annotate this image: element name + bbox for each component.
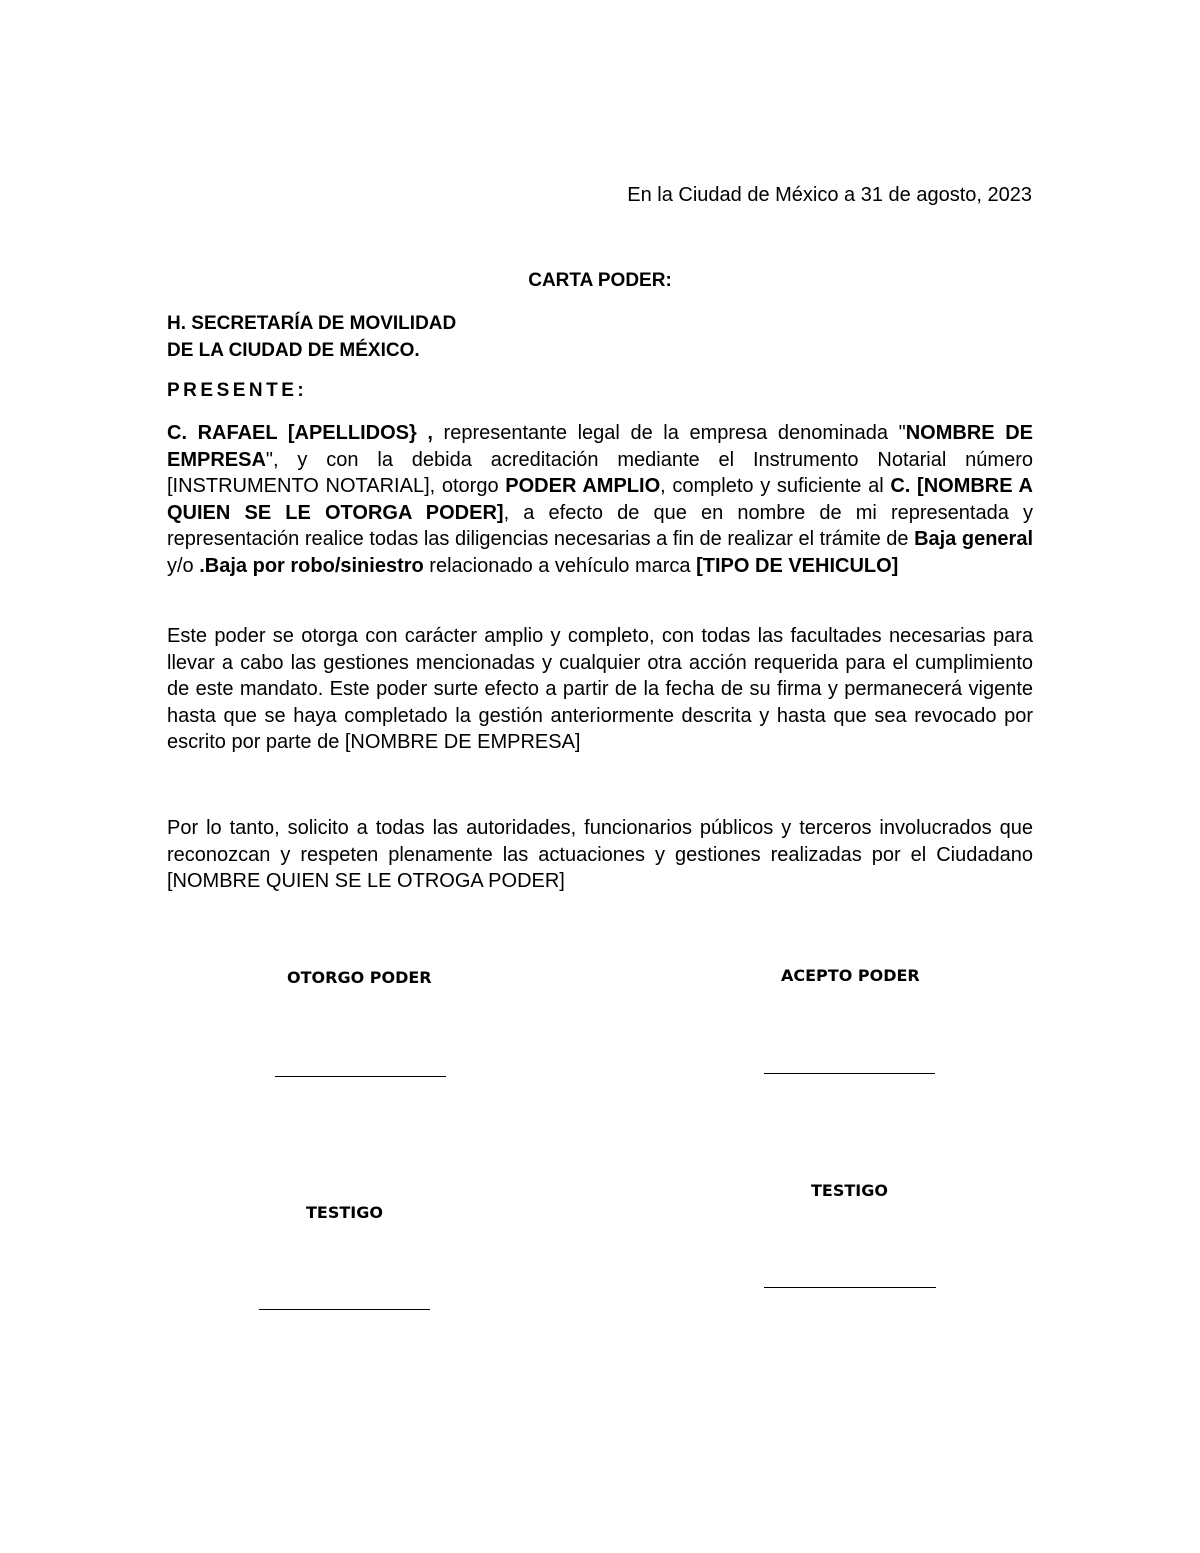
- grantor-signature-label: OTORGO PODER: [287, 968, 432, 987]
- vehicle-type: [TIPO DE VEHICULO]: [696, 554, 899, 577]
- company-name: NOMBRE DE EMPRESA: [167, 422, 1034, 471]
- grantor-name: C. RAFAEL [APELLIDOS} ,: [167, 422, 433, 444]
- grantor-signature-line: [275, 1076, 446, 1077]
- procedure-2: .Baja por robo/siniestro: [199, 554, 424, 577]
- witness2-signature-label: TESTIGO: [811, 1181, 888, 1200]
- paragraph-grant-of-power: [167, 420, 1033, 580]
- power-type: PODER AMPLIO: [505, 475, 661, 498]
- paragraph1-text-6: relacionado a vehículo marca: [423, 554, 697, 577]
- addressee-block: [167, 310, 456, 364]
- paragraph1-text-2: ", y con la debida acreditación mediante el Instrumento Notarial número [INSTRUMENTO NOTARIAL], otorgo: [167, 448, 1033, 498]
- paragraph1-text-1: representante legal de la empresa denominada ": [432, 422, 906, 444]
- paragraph-scope: Este poder se otorga con carácter amplio y completo, con todas las facultades necesarias para llevar a cabo las gestiones mencionadas y cualquier otra acción requerida para el cumplimiento de este mandato. Este poder surte efecto a partir de la fecha de su firma y permanecerá vigente hasta que se haya completado la gestión anteriormente descrita y hasta que sea revocado por escrito por parte de [NOMBRE DE EMPRESA]: [167, 625, 1033, 754]
- grantee-signature-line: [764, 1073, 935, 1074]
- witness1-signature-line: [259, 1309, 430, 1310]
- document-title: CARTA PODER:: [528, 270, 672, 291]
- paragraph-request: Por lo tanto, solicito a todas las autoridades, funcionarios públicos y terceros involucrados que reconozcan y respeten plenamente las actuaciones y gestiones realizadas por el Ciudadano [NOMBRE QUIEN SE LE OTROGA PODER]: [167, 817, 1033, 893]
- date-line: En la Ciudad de México a 31 de agosto, 2023: [627, 184, 1032, 206]
- addressee-line-1: H. SECRETARÍA DE MOVILIDAD: [167, 313, 457, 334]
- grantee-signature-label: ACEPTO PODER: [781, 966, 920, 985]
- witness1-signature-label: TESTIGO: [306, 1203, 383, 1222]
- witness2-signature-line: [764, 1287, 936, 1288]
- paragraph1-text-5: y/o: [167, 554, 200, 577]
- presente-heading: PRESENTE:: [167, 380, 308, 401]
- grantee-name: C. [NOMBRE A QUIEN SE LE OTORGA PODER]: [167, 475, 1033, 524]
- addressee-line-2: DE LA CIUDAD DE MÉXICO.: [167, 340, 420, 361]
- procedure-1: Baja general: [914, 528, 1034, 551]
- paragraph1-text-3: , completo y suficiente al: [660, 475, 891, 498]
- paragraph1-text-4: , a efecto de que en nombre de mi representada y representación realice todas las diligencias necesarias a fin de realizar el trámite de: [167, 501, 1033, 551]
